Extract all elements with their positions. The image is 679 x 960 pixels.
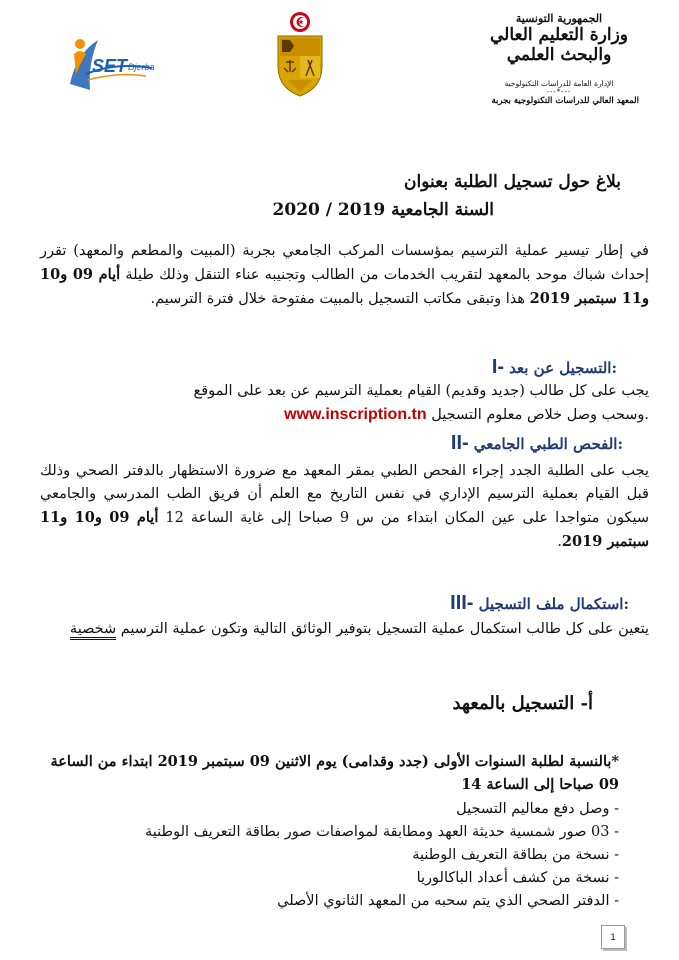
section-1-text-b: وسحب وصل خلاص معلوم التسجيل. (426, 407, 649, 423)
document-title: بلاغ حول تسجيل الطلبة بعنوان (404, 172, 621, 192)
list-item: - وصل دفع معاليم التسجيل (456, 801, 619, 817)
section-2-text-a: يجب على الطلبة الجدد إجراء الفحص الطبي بمقر المعهد مع ضرورة الاستظهار بالدفتر الصحي وذلك قبل القيام بعملية الترسيم الإداري في نفس التاريخ مع العلم أن فريق الطب المدرسي والجامعي سيكون متواجدا على عين المكان ابتداء من س 9 صباحا إلى غاية الساعة 12 (40, 463, 650, 526)
divider-dots: ---*--- (546, 88, 572, 96)
inscription-link[interactable]: www.inscription.tn (284, 406, 427, 423)
section-2-number: II- (450, 432, 469, 454)
list-item: - نسخة من كشف أعداد الباكالوريا (416, 870, 619, 886)
section-2-text-b: . (557, 534, 562, 550)
institute-label: المعهد العالي للدراسات التكنولوجية بجربة (491, 96, 639, 106)
section-1-text-a: يجب على كل طالب (جديد وقديم) القيام بعملية الترسيم عن بعد على الموقع (193, 383, 649, 399)
intro-dates: أيام 09 و10 و11 سبتمبر 2019 (40, 266, 649, 307)
intro-paragraph (40, 240, 649, 311)
list-item: - 03 صور شمسية حديثة العهد ومطابقة لمواصفات صور بطاقة التعريف الوطنية (145, 824, 619, 840)
section-1-body (40, 380, 649, 427)
documents-list (40, 750, 619, 913)
section-1-number: I- (491, 356, 505, 378)
section-3-underlined: شخصية (70, 621, 116, 640)
subsection-heading: أ- التسجيل بالمعهد (452, 693, 593, 714)
first-year-note: *بالنسبة لطلبة السنوات الأولى (جدد وقدامى) يوم الاثنين 09 سبتمبر 2019 ابتداء من الساعة 09 صباحا إلى الساعة 14 (50, 753, 619, 793)
section-2-title: الفحص الطبي الجامعي: (473, 435, 623, 453)
page-number: 1 (601, 925, 625, 949)
svg-text:Djerba: Djerba (128, 62, 155, 72)
tunisia-emblem-icon (268, 10, 332, 100)
intro-text-a: في إطار تيسير عملية الترسيم بمؤسسات المركب الجامعي بجربة (المبيت والمطعم والمعهد) تقرر إحداث شباك موحد بالمعهد لتقريب الخدمات من الطالب وتجنيبه عناء التنقل وذلك طيلة (40, 243, 649, 283)
intro-text-b: هذا وتبقى مكاتب التسجيل بالمبيت مفتوحة خلال فترة الترسيم. (150, 291, 530, 307)
section-3-body (40, 618, 649, 641)
republic-label: الجمهورية التونسية (515, 12, 603, 25)
direction-label: الإدارة العامة للدراسات التكنولوجية (504, 79, 614, 88)
section-2-heading (451, 432, 639, 455)
section-3-heading (450, 592, 639, 615)
section-3-number: III- (450, 592, 474, 614)
list-item: - نسخة من بطاقة التعريف الوطنية (412, 847, 619, 863)
ministry-header (479, 12, 639, 106)
iset-logo (66, 34, 156, 96)
svg-text:SET: SET (92, 56, 128, 76)
research-name: والبحث العلمي (506, 45, 612, 65)
section-1-heading (492, 356, 639, 379)
section-3-text-a: يتعين على كل طالب استكمال عملية التسجيل بتوفير الوثائق التالية وتكون عملية الترسيم (116, 621, 649, 637)
ministry-name: وزارة التعليم العالي (489, 25, 629, 45)
section-2-dates: أيام 09 و10 و11 سبتمبر 2019 (40, 509, 649, 550)
section-3-title: استكمال ملف التسجيل: (478, 595, 629, 613)
section-2-body (40, 460, 649, 554)
list-item: - الدفتر الصحي الذي يتم سحبه من المعهد الثانوي الأصلي (277, 893, 619, 909)
academic-year: السنة الجامعية 2019 / 2020 (272, 200, 494, 220)
section-1-title: التسجيل عن بعد: (509, 359, 617, 377)
